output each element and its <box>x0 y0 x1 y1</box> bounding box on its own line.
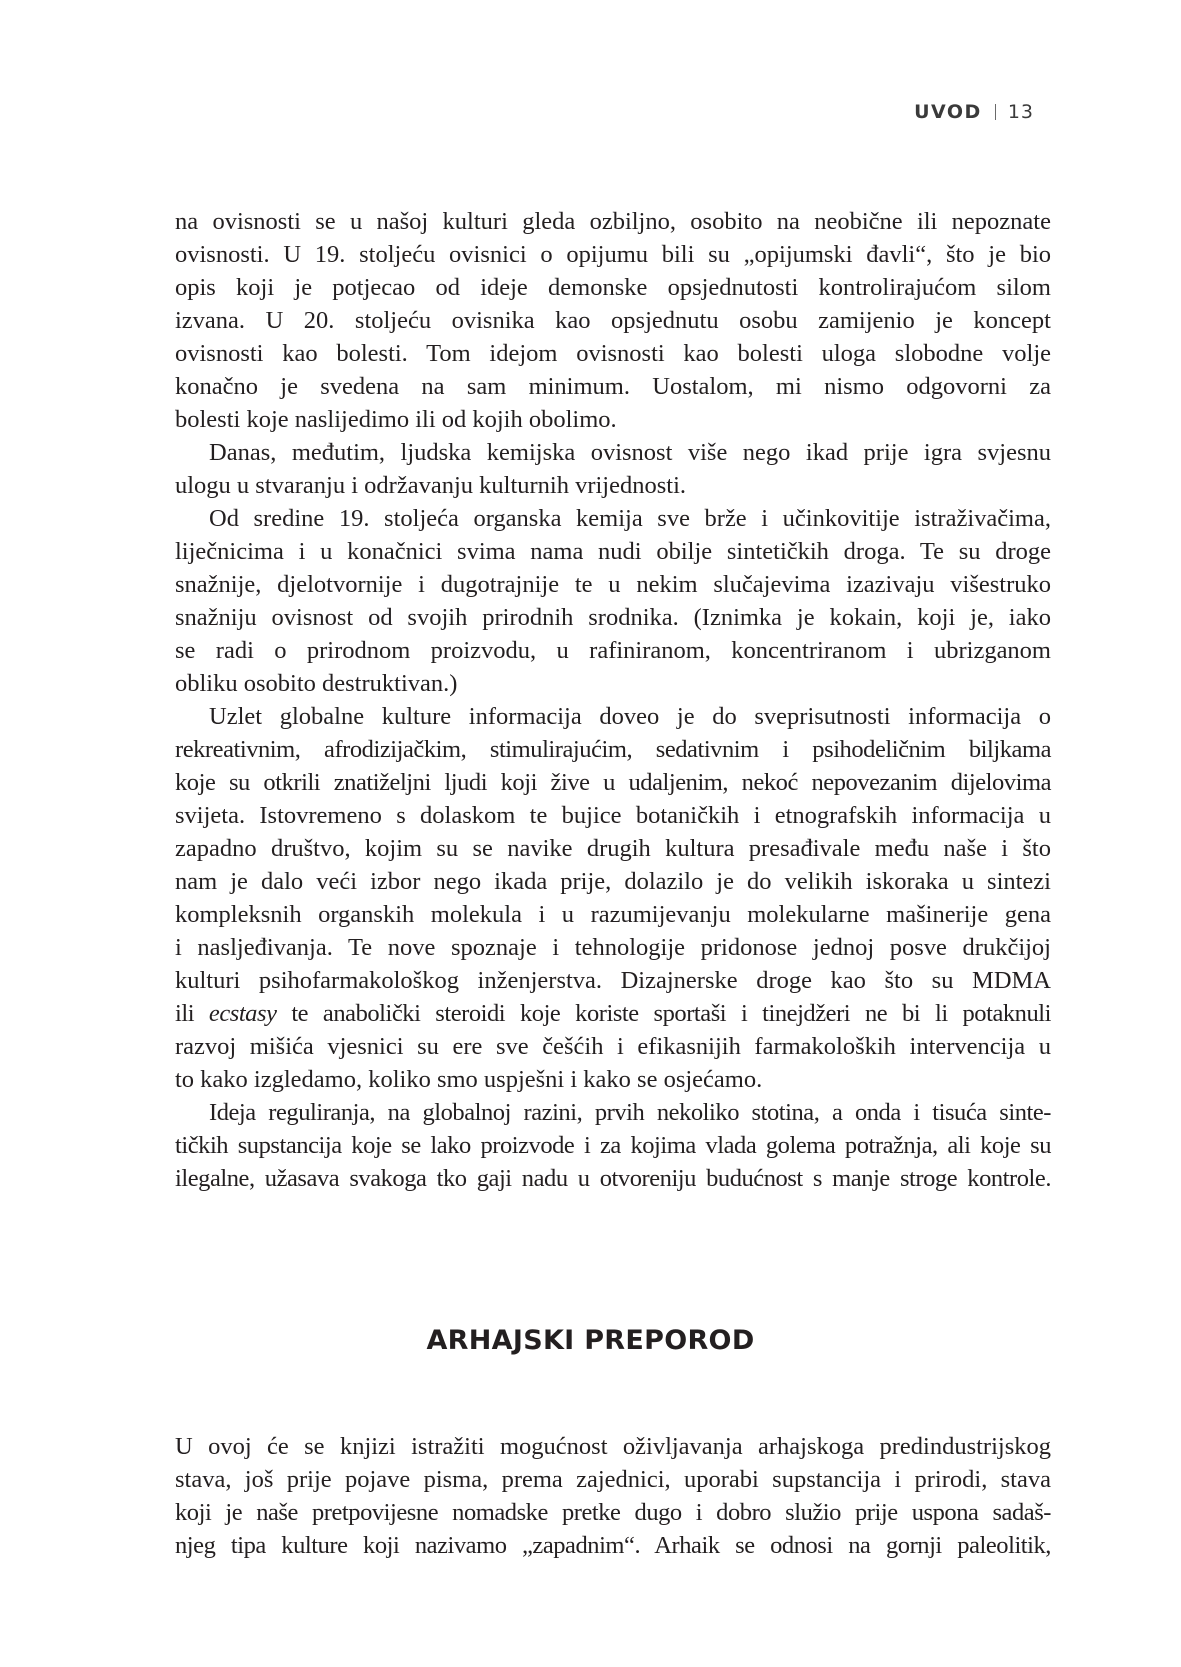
text-line: kulturi psihofarmakološkog inženjerstva. Dizajnerske droge kao što su MDMA <box>175 967 1051 994</box>
text-line: Uzlet globalne kulture informacija doveo je do sveprisutnosti informacija o <box>209 703 1051 730</box>
text-line: tičkih supstancija koje se lako proizvode i za kojima vlada golema potražnja, ali koje su <box>175 1132 1051 1159</box>
text-line: liječnicima i u konačnici svima nama nudi obilje sintetičkih droga. Te su droge <box>175 538 1051 565</box>
running-head-separator <box>995 104 996 120</box>
text-line: razvoj mišića vjesnici su ere sve češćih i efikasnijih farmakoloških intervencija u <box>175 1033 1051 1060</box>
text-line: stava, još prije pojave pisma, prema zajednici, uporabi supstancija i prirodi, stava <box>175 1466 1051 1493</box>
text-line: ovisnosti kao bolesti. Tom idejom ovisnosti kao bolesti uloga slobodne volje <box>175 340 1051 367</box>
text-line: svijeta. Istovremeno s dolaskom te bujice botaničkih i etnografskih informacija u <box>175 802 1051 829</box>
text-line: snažniju ovisnost od svojih prirodnih srodnika. (Iznimka je kokain, koji je, iako <box>175 604 1051 631</box>
text-line: zapadno društvo, kojim su se navike drugih kultura presađivale među naše i što <box>175 835 1051 862</box>
text-line: U ovoj će se knjizi istražiti mogućnost oživljavanja arhajskoga predindustrijskog <box>175 1433 1051 1460</box>
text-line: ovisnosti. U 19. stoljeću ovisnici o opijumu bili su „opijumski đavli“, što je bio <box>175 241 1051 268</box>
text-fragment: te anabolički steroidi koje koriste sportaši i tinejdžeri ne bi li potaknuli <box>276 1000 1051 1027</box>
text-line: opis koji je potjecao od ideje demonske opsjednutosti kontrolirajućom silom <box>175 274 1051 301</box>
text-line: konačno je svedena na sam minimum. Uostalom, mi nismo odgovorni za <box>175 373 1051 400</box>
text-line: nam je dalo veći izbor nego ikada prije, dolazilo je do velikih iskoraka u sintezi <box>175 868 1051 895</box>
text-line: njeg tipa kulture koji nazivamo „zapadnim“. Arhaik se odnosi na gornji paleolitik, <box>175 1532 1051 1559</box>
text-line: se radi o prirodnom proizvodu, u rafiniranom, koncentriranom i ubrizganom <box>175 637 1051 664</box>
section-heading: ARHAJSKI PREPOROD <box>426 1325 755 1356</box>
text-line: na ovisnosti se u našoj kulturi gleda ozbiljno, osobito na neobične ili nepoznate <box>175 208 1051 235</box>
text-line: Ideja reguliranja, na globalnoj razini, prvih nekoliko stotina, a onda i tisuća sinte- <box>209 1099 1051 1126</box>
text-line: snažnije, djelotvornije i dugotrajnije te u nekim slučajevima izazivaju višestruko <box>175 571 1051 598</box>
text-line: bolesti koje naslijedimo ili od kojih obolimo. <box>175 406 617 433</box>
text-line: rekreativnim, afrodizijačkim, stimulirajućim, sedativnim i psihodeličnim biljkama <box>175 736 1051 763</box>
text-line: Od sredine 19. stoljeća organska kemija sve brže i učinkovitije istraživačima, <box>209 505 1051 532</box>
running-head-section: UVOD <box>914 101 982 123</box>
text-line: obliku osobito destruktivan.) <box>175 670 458 697</box>
text-line: izvana. U 20. stoljeću ovisnika kao opsjednutu osobu zamijenio je koncept <box>175 307 1051 334</box>
text-line: i nasljeđivanja. Te nove spoznaje i tehnologije pridonose jednoj posve drukčijoj <box>175 934 1051 961</box>
running-head <box>914 101 1034 123</box>
text-line: koje su otkrili znatiželjni ljudi koji žive u udaljenim, nekoć nepovezanim dijelovima <box>175 769 1051 796</box>
text-line: ulogu u stvaranju i održavanju kulturnih vrijednosti. <box>175 472 687 499</box>
text-line: ilegalne, užasava svakoga tko gaji nadu u otvoreniju budućnost s manje stroge kontrole. <box>175 1165 1051 1192</box>
text-line: kompleksnih organskih molekula i u razumijevanju molekularne mašinerije gena <box>175 901 1051 928</box>
page-number: 13 <box>1007 101 1034 123</box>
text-fragment: ili <box>175 1000 209 1027</box>
text-line-with-italic <box>175 997 1051 1031</box>
text-line: koji je naše pretpovijesne nomadske pretke dugo i dobro služio prije uspona sadaš- <box>175 1499 1051 1526</box>
text-line: to kako izgledamo, koliko smo uspješni i kako se osjećamo. <box>175 1066 763 1093</box>
italic-term: ecstasy <box>208 1000 277 1027</box>
text-line: Danas, međutim, ljudska kemijska ovisnost više nego ikad prije igra svjesnu <box>209 439 1051 466</box>
